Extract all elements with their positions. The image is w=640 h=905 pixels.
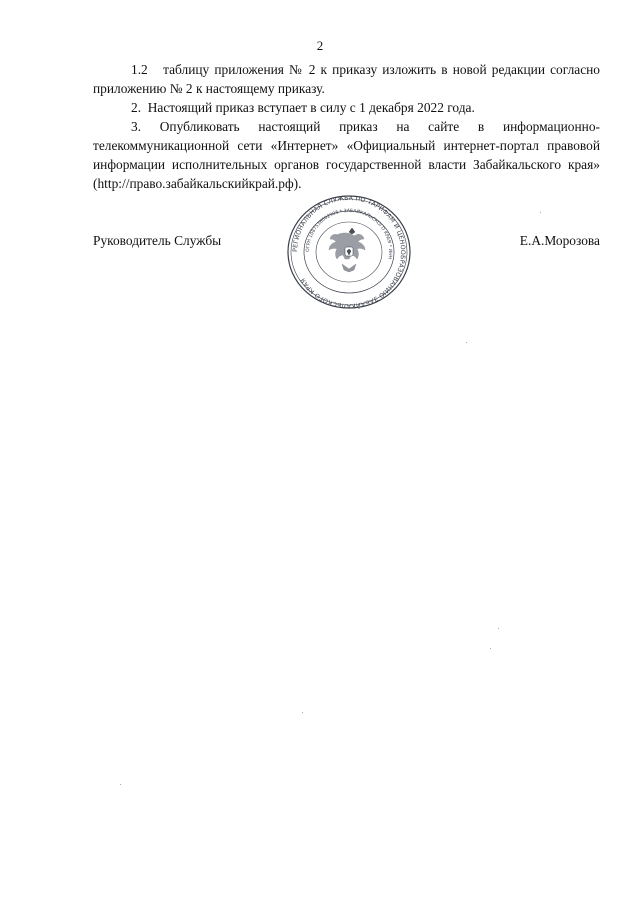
seal-inner-text: ОГРН 1087536002905 * ЗАБАЙКАЛЬСКОГО КРАЯ * ИНН xyxy=(305,208,393,260)
signatory-position: Руководитель Службы xyxy=(93,233,222,248)
seal-outer-text: РЕГИОНАЛЬНАЯ СЛУЖБА ПО ТАРИФАМ И ЦЕНООБРАЗОВАНИЮ ЗАБАЙКАЛЬСКОГО КРАЯ xyxy=(291,194,407,310)
paragraph-3: 3. Опубликовать настоящий приказ на сайте в информационно-телекоммуникационной сети «Интернет» «Официальный интернет-портал правовой информации исполнительных органов государственной власти Забайкальского края» (http://право.забайкальскийкрай.рф). xyxy=(93,119,600,191)
document-body xyxy=(93,60,600,193)
scan-speck xyxy=(120,784,121,785)
signatory-name: Е.А.Морозова xyxy=(519,233,600,248)
scan-speck xyxy=(490,648,491,649)
paragraph-2: 2. Настоящий приказ вступает в силу с 1 декабря 2022 года. xyxy=(131,100,475,115)
double-headed-eagle-emblem xyxy=(329,228,365,272)
scan-speck xyxy=(302,712,303,713)
scan-speck xyxy=(540,212,541,213)
official-seal-stamp xyxy=(285,194,413,310)
paragraph-1-2: 1.2 таблицу приложения № 2 к приказу изложить в новой редакции согласно приложению № 2 к настоящему приказу. xyxy=(93,62,600,96)
scan-speck xyxy=(498,628,499,629)
scan-speck xyxy=(466,342,467,343)
page-number: 2 xyxy=(316,38,324,53)
